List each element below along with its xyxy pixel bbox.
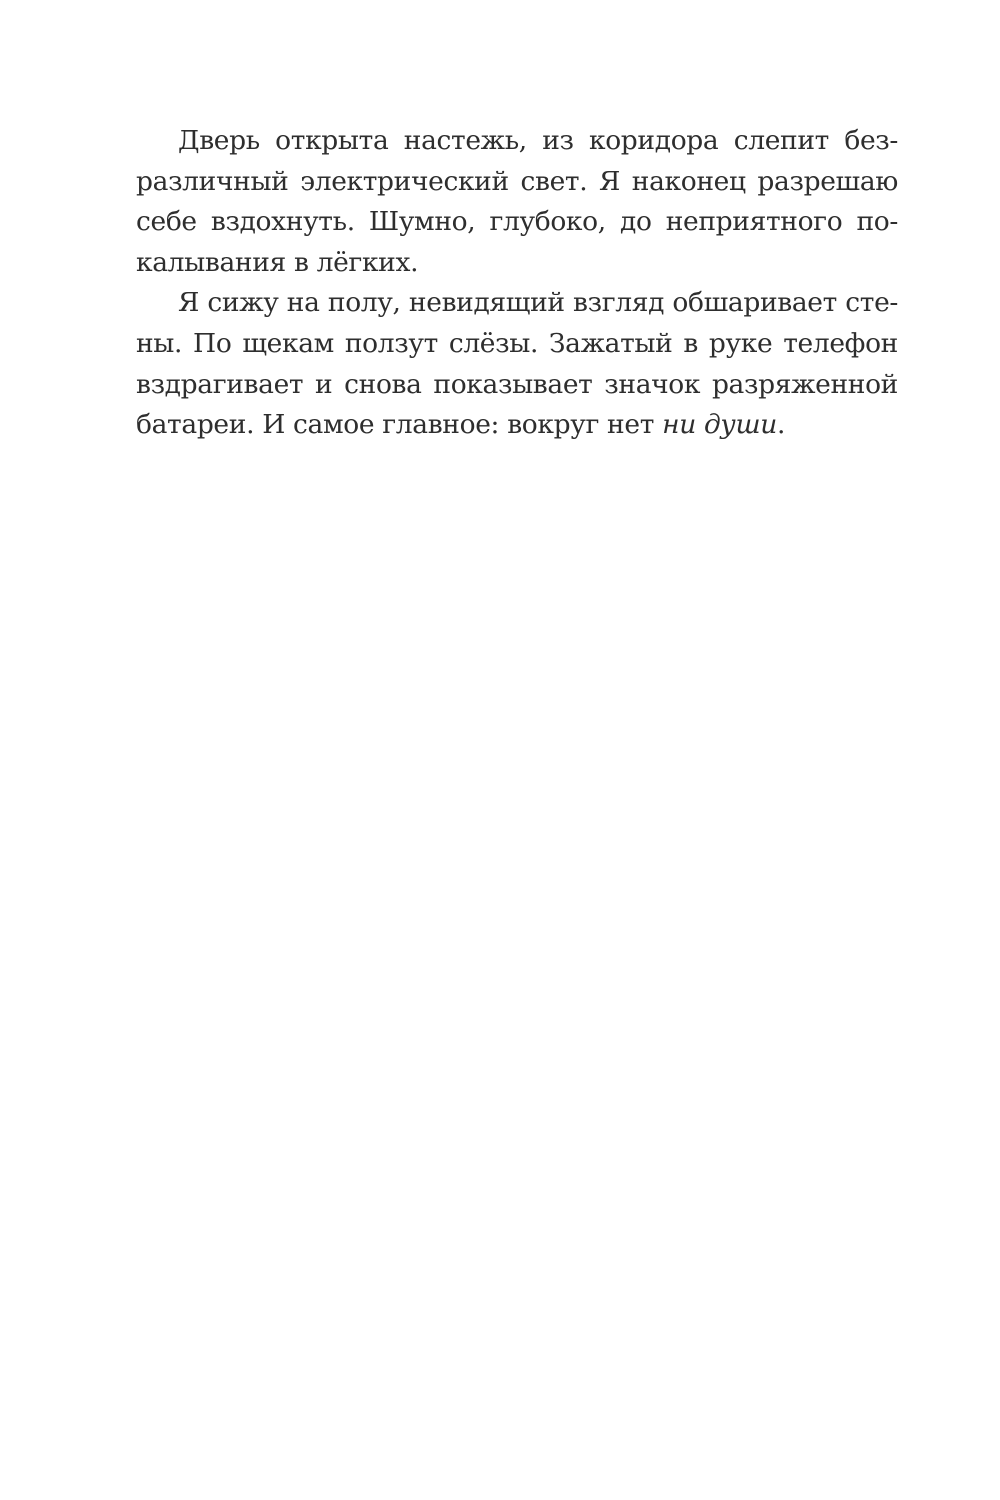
paragraph-1 [136, 121, 898, 283]
text-line: различный электрический свет. Я наконец разрешаю [136, 165, 898, 197]
body-text [136, 121, 898, 446]
paragraph-2 [136, 283, 898, 445]
final-period: . [776, 409, 786, 441]
emphasis-text: ни души [662, 409, 777, 441]
text-line: вздрагивает и снова показывает значок разряженной [136, 368, 898, 400]
text-line: калывания в лёгких. [136, 246, 419, 278]
text-line: Я сижу на полу, невидящий взгляд обшаривает сте- [178, 287, 898, 319]
final-line-text: батареи. И самое главное: вокруг нет [136, 409, 663, 441]
text-line: Дверь открыта настежь, из коридора слепит без- [178, 125, 898, 156]
text-line: себе вздохнуть. Шумно, глубоко, до неприятного по- [136, 206, 898, 238]
text-line: ны. По щекам ползут слёзы. Зажатый в руке телефон [136, 327, 898, 359]
text-line-final [136, 405, 898, 446]
